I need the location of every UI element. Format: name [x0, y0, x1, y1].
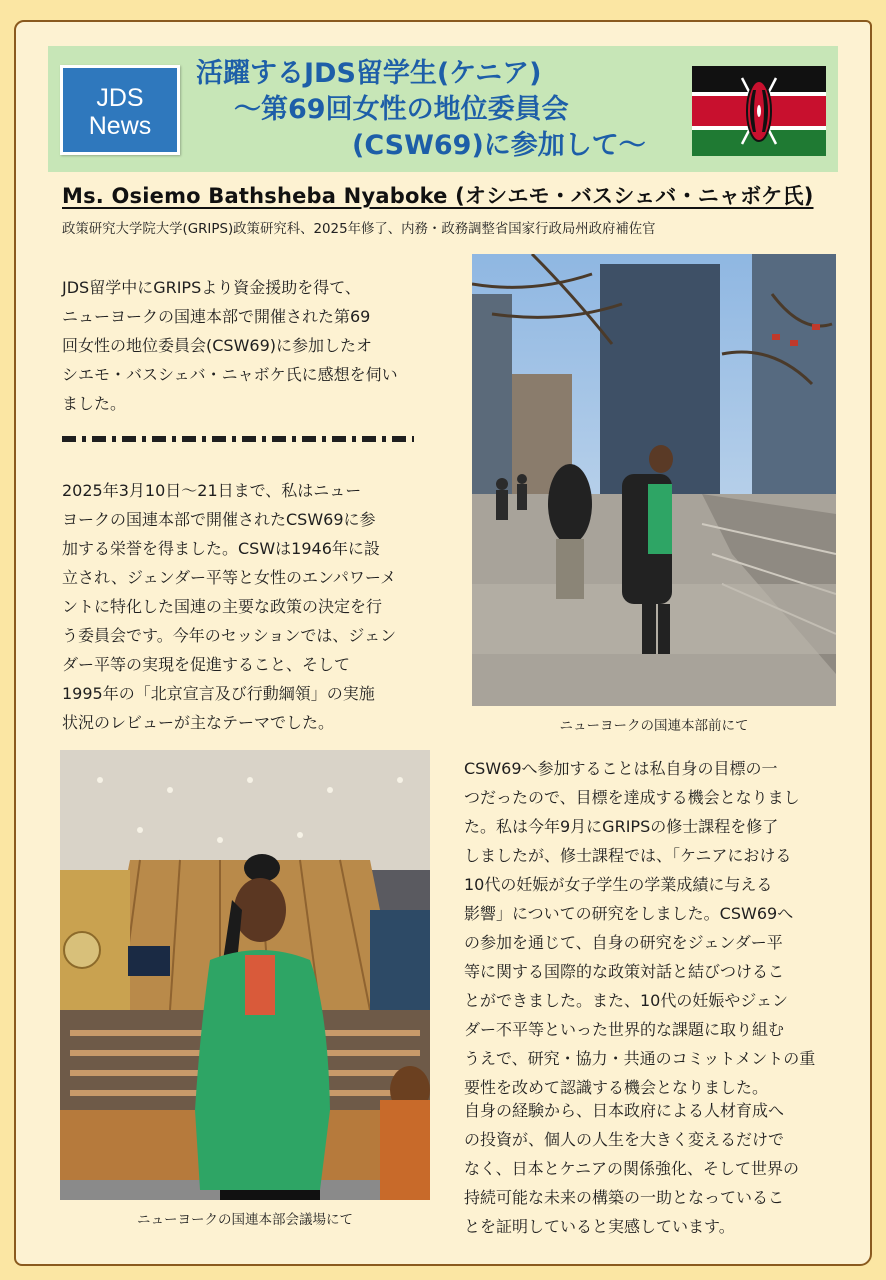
intro-line: シエモ・バスシェバ・ニャボケ氏に感想を伺い [62, 365, 398, 384]
body-line: CSW69へ参加することは私自身の目標の一 [464, 759, 778, 778]
body-paragraph-1 [62, 476, 422, 737]
badge-line1: JDS [96, 84, 144, 112]
body-line: 等に関する国際的な政策対話と結びつけるこ [464, 962, 785, 981]
dash-dot-divider [62, 436, 414, 442]
body-line: つだったので、目標を達成する機会となりまし [464, 788, 800, 807]
jds-news-badge [60, 65, 180, 155]
body-line: ダー不平等といった世界的な課題に取り組む [464, 1020, 785, 1039]
body-line: 影響」についての研究をしました。CSW69へ [464, 904, 794, 923]
body-line: なく、日本とケニアの関係強化、そして世界の [464, 1159, 800, 1178]
kenya-flag-icon [692, 66, 826, 156]
body-line: とを証明していると実感しています。 [464, 1217, 735, 1236]
photo-caption-hall: ニューヨークの国連本部会議場にて [137, 1212, 353, 1228]
interviewee-name: Ms. Osiemo Bathsheba Nyaboke (オシエモ・バスシェバ・ニャボケ氏) [62, 184, 814, 208]
body-line: 立され、ジェンダー平等と女性のエンパワーメ [62, 568, 397, 587]
page-title-line2: 〜第69回女性の地位委員会 [234, 94, 569, 125]
photo-un-headquarters-outside [472, 254, 836, 706]
body-line: 2025年3月10日〜21日まで、私はニュー [62, 481, 362, 500]
body-line: 要性を改めて認識する機会となりました。 [464, 1078, 769, 1097]
intro-paragraph [62, 273, 422, 418]
body-line: とができました。また、10代の妊娠やジェン [464, 991, 789, 1010]
body-line: た。私は今年9月にGRIPSの修士課程を修了 [464, 817, 779, 836]
body-line: う委員会です。今年のセッションでは、ジェン [62, 626, 397, 645]
body-line: 状況のレビューが主なテーマでした。 [62, 713, 335, 732]
body-line: の参加を通じて、自身の研究をジェンダー平 [464, 933, 783, 952]
interviewee-affiliation: 政策研究大学院大学(GRIPS)政策研究科、2025年修了、内務・政務調整省国家行政局州政府補佐官 [62, 222, 656, 237]
body-line: 自身の経験から、日本政府による人材育成へ [464, 1101, 785, 1120]
body-paragraph-2 [464, 754, 826, 1102]
page-title-line3: (CSW69)に参加して〜 [352, 130, 646, 161]
body-line: ダー平等の実現を促進すること、そして [62, 655, 351, 674]
photo-caption-outside: ニューヨークの国連本部前にて [559, 718, 749, 734]
intro-line: ニューヨークの国連本部で開催された第69 [62, 307, 371, 326]
body-line: 加する栄誉を得ました。CSWは1946年に設 [62, 539, 380, 558]
intro-line: ました。 [62, 394, 127, 413]
intro-line: 回女性の地位委員会(CSW69)に参加したオ [62, 336, 372, 355]
body-line: ヨークの国連本部で開催されたCSW69に参 [62, 510, 376, 529]
intro-line: JDS留学中にGRIPSより資金援助を得て、 [62, 278, 361, 297]
body-line: 1995年の「北京宣言及び行動綱領」の実施 [62, 684, 375, 703]
badge-line2: News [88, 112, 152, 140]
page-title-line1: 活躍するJDS留学生(ケニア) [196, 58, 542, 89]
body-line: うえで、研究・協力・共通のコミットメントの重 [464, 1049, 816, 1068]
body-line: ントに特化した国連の主要な政策の決定を行 [62, 597, 383, 616]
body-line: 持続可能な未来の構築の一助となっているこ [464, 1188, 785, 1207]
body-paragraph-3 [464, 1096, 826, 1241]
photo-general-assembly-hall [60, 750, 430, 1200]
body-line: の投資が、個人の人生を大きく変えるだけで [464, 1130, 785, 1149]
body-line: しましたが、修士課程では、「ケニアにおける [464, 846, 792, 865]
body-line: 10代の妊娠が女子学生の学業成績に与える [464, 875, 773, 894]
